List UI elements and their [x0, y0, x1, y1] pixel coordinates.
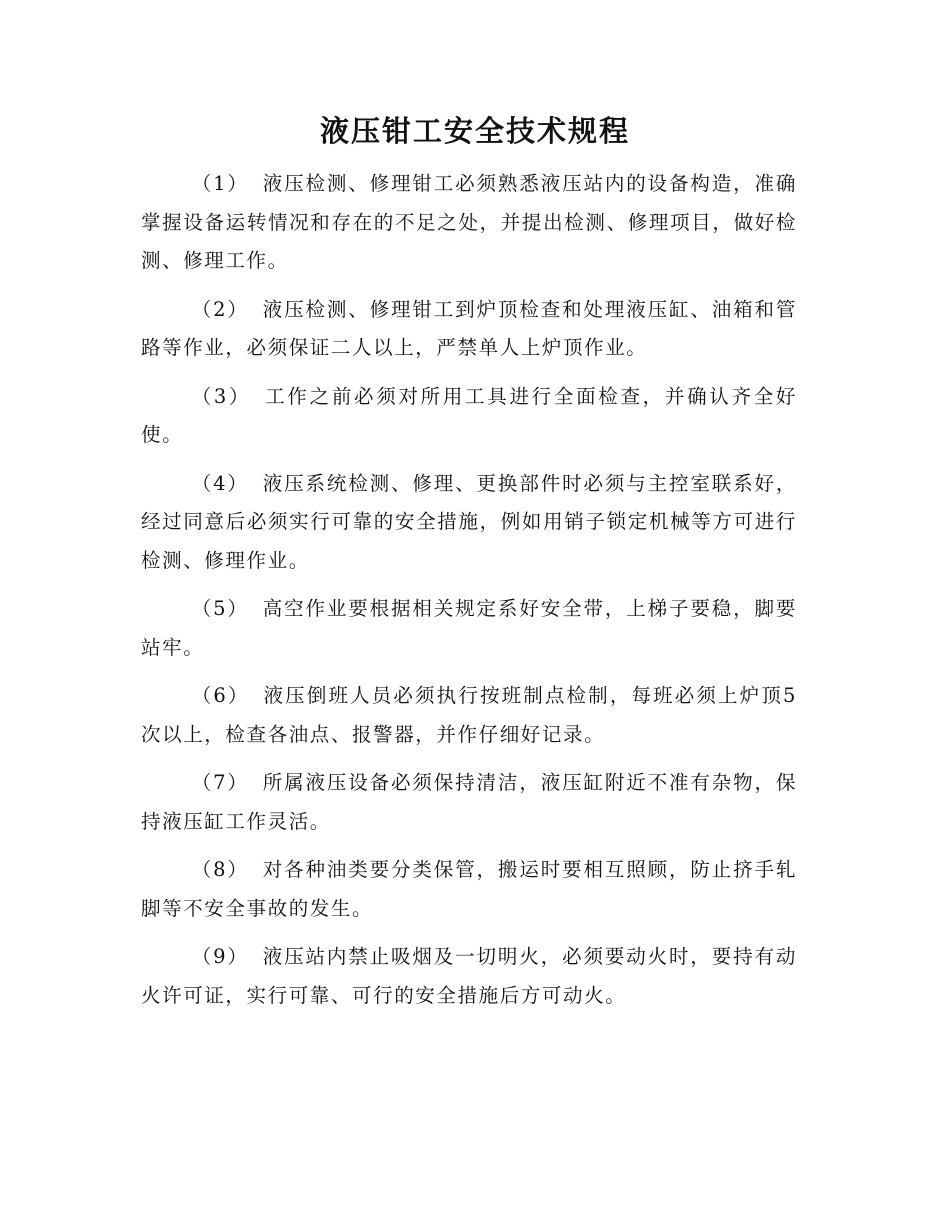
clause-text: 液压站内禁止吸烟及一切明火，必须要动火时，要持有动火许可证，实行可靠、可行的安全措施后方可动火。 [141, 945, 797, 1007]
clause-item [141, 677, 797, 754]
clause-number: （4） [191, 471, 249, 495]
clause-number: （3） [191, 384, 252, 408]
clause-text: 液压检测、修理钳工必须熟悉液压站内的设备构造，准确掌握设备运转情况和存在的不足之处，并提出检测、修理项目，做好检测、修理工作。 [141, 172, 797, 272]
clause-item [141, 851, 797, 928]
clause-number: （9） [191, 945, 249, 968]
clause-item [141, 291, 797, 368]
clause-item [141, 764, 797, 841]
clause-text: 液压系统检测、修理、更换部件时必须与主控室联系好，经过同意后必须实行可靠的安全措施，例如用销子锁定机械等方可进行检测、修理作业。 [141, 471, 797, 572]
clause-item [141, 590, 797, 667]
clause-item [141, 378, 797, 455]
clause-text: 液压检测、修理钳工到炉顶检查和处理液压缸、油箱和管路等作业，必须保证二人以上，严禁单人上炉顶作业。 [141, 297, 797, 359]
clause-number: （1） [191, 172, 249, 195]
clause-item [141, 465, 797, 581]
clause-number: （8） [191, 858, 249, 881]
clause-number: （2） [191, 297, 249, 321]
clause-text: 高空作业要根据相关规定系好安全带，上梯子要稳，脚要站牢。 [141, 597, 797, 659]
clause-item [141, 165, 797, 281]
clause-text: 对各种油类要分类保管，搬运时要相互照顾，防止挤手轧脚等不安全事故的发生。 [141, 858, 797, 920]
clause-number: （7） [191, 771, 249, 794]
document-title: 液压钳工安全技术规程 [319, 114, 630, 148]
clause-text: 所属液压设备必须保持清洁，液压缸附近不准有杂物，保持液压缸工作灵活。 [141, 771, 797, 833]
clause-text: 工作之前必须对所用工具进行全面检查，并确认齐全好使。 [141, 384, 797, 446]
clause-number: （6） [191, 684, 250, 707]
clause-item [141, 938, 797, 1015]
clause-text: 液压倒班人员必须执行按班制点检制，每班必须上炉顶5次以上，检查各油点、报警器，并作仔细好记录。 [141, 684, 797, 746]
clause-list [141, 165, 797, 1025]
clause-number: （5） [191, 597, 249, 620]
